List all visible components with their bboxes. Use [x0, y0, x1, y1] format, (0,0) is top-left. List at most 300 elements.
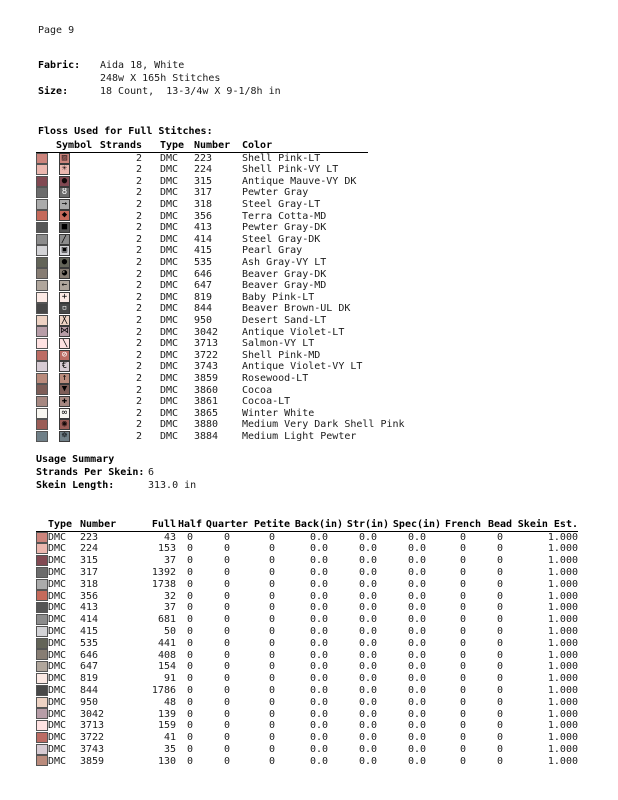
- floss-swatch-cell: [36, 268, 56, 280]
- stitch-quarter: 0: [223, 649, 231, 661]
- floss-type: DMC: [160, 222, 179, 234]
- floss-row: [36, 245, 368, 257]
- stitch-str: 0.0: [358, 732, 378, 744]
- floss-number: 317: [194, 187, 213, 199]
- stitch-full: 41: [163, 732, 176, 744]
- stitch-symbol-icon: ▨: [59, 153, 70, 164]
- floss-row: [36, 338, 368, 350]
- stitch-type: DMC: [48, 625, 67, 637]
- floss-color-name: Cocoa: [242, 384, 273, 396]
- stitch-symbol-icon: ←: [59, 280, 70, 291]
- stitch-quarter: 0: [223, 578, 231, 590]
- stitch-str: 0.0: [358, 625, 378, 637]
- stitch-header-type: Type: [48, 518, 73, 530]
- stitch-number: 223: [80, 531, 99, 543]
- stitch-str: 0.0: [358, 673, 378, 685]
- stitch-row: [36, 590, 578, 602]
- stitch-swatch-cell: [36, 543, 48, 555]
- stitch-symbol-icon: ⋈: [60, 326, 69, 337]
- stitch-type: DMC: [48, 696, 67, 708]
- stitch-swatch-cell: [36, 649, 48, 661]
- floss-symbol-cell: [56, 152, 98, 164]
- floss-type: DMC: [160, 338, 179, 350]
- floss-symbol-cell: [56, 407, 98, 419]
- floss-swatch-cell: [36, 315, 56, 327]
- stitch-bead: 0: [496, 543, 504, 555]
- stitch-swatch-cell: [36, 673, 48, 685]
- floss-strands: 2: [135, 372, 142, 384]
- stitch-row: [36, 567, 578, 579]
- stitch-petite: 0: [268, 531, 276, 543]
- floss-symbol-cell: [56, 187, 98, 199]
- floss-symbol-cell: [56, 292, 98, 304]
- stitch-half: 0: [186, 602, 194, 614]
- color-swatch: [36, 543, 48, 554]
- floss-swatch-cell: [36, 361, 56, 373]
- floss-symbol-cell: [56, 361, 98, 373]
- stitch-symbol-icon: ╳: [59, 315, 70, 326]
- floss-color-name: Shell Pink-MD: [242, 349, 321, 361]
- color-swatch: [36, 210, 48, 221]
- stitch-full: 1738: [151, 578, 176, 590]
- stitch-back: 0.0: [309, 708, 329, 720]
- floss-number: 224: [194, 164, 213, 176]
- floss-number: 3743: [194, 361, 219, 373]
- stitch-full: 441: [157, 637, 176, 649]
- stitch-symbol-icon: 8: [59, 187, 70, 198]
- floss-symbol-cell: [56, 199, 98, 211]
- stitch-spec: 0.0: [407, 614, 427, 626]
- color-swatch: [36, 697, 48, 708]
- stitch-symbol-icon: ↑: [59, 373, 70, 384]
- floss-type: DMC: [160, 152, 179, 164]
- stitch-row: [36, 696, 578, 708]
- floss-strands: 2: [135, 268, 142, 280]
- floss-row: [36, 361, 368, 373]
- floss-type: DMC: [160, 233, 179, 245]
- floss-row: [36, 407, 368, 419]
- stitch-symbol-icon: €: [59, 361, 70, 372]
- floss-symbol-cell: [56, 431, 98, 443]
- stitch-back: 0.0: [309, 602, 329, 614]
- color-swatch: [36, 708, 48, 719]
- floss-number: 3713: [194, 338, 219, 350]
- stitch-symbol-icon: ╲: [59, 338, 70, 349]
- color-swatch: [36, 292, 48, 303]
- floss-row: [36, 292, 368, 304]
- stitch-header-back-in-: Back(in): [294, 518, 344, 530]
- stitch-swatch-cell: [36, 732, 48, 744]
- stitch-petite: 0: [268, 720, 276, 732]
- fabric-label: Fabric:: [38, 60, 81, 71]
- floss-symbol-cell: [56, 257, 98, 269]
- stitch-swatch-cell: [36, 755, 48, 767]
- stitch-skein: 1.000: [547, 543, 578, 555]
- stitch-full: 32: [163, 590, 176, 602]
- floss-number: 844: [194, 303, 213, 315]
- color-swatch: [36, 326, 48, 337]
- stitch-petite: 0: [268, 637, 276, 649]
- stitch-quarter: 0: [223, 614, 231, 626]
- stitch-half: 0: [186, 661, 194, 673]
- stitch-str: 0.0: [358, 555, 378, 567]
- stitch-number: 315: [80, 555, 99, 567]
- stitch-type: DMC: [48, 590, 67, 602]
- stitch-str: 0.0: [358, 684, 378, 696]
- color-swatch: [36, 153, 48, 164]
- floss-swatch-cell: [36, 303, 56, 315]
- stitch-back: 0.0: [309, 625, 329, 637]
- stitch-str: 0.0: [358, 661, 378, 673]
- stitch-header-full: Full: [151, 518, 176, 530]
- floss-strands: 2: [135, 430, 142, 442]
- stitch-str: 0.0: [358, 637, 378, 649]
- floss-swatch-cell: [36, 234, 56, 246]
- stitch-symbol-icon: ▫: [59, 303, 70, 314]
- floss-type: DMC: [160, 257, 179, 269]
- stitch-back: 0.0: [309, 732, 329, 744]
- stitch-french: 0: [459, 696, 467, 708]
- floss-type: DMC: [160, 430, 179, 442]
- floss-symbol-cell: [56, 222, 98, 234]
- stitch-skein: 1.000: [547, 755, 578, 767]
- color-swatch: [36, 685, 48, 696]
- stitch-number: 3859: [80, 755, 105, 767]
- floss-swatch-cell: [36, 257, 56, 269]
- stitch-number: 3042: [80, 708, 105, 720]
- stitch-full: 91: [163, 673, 176, 685]
- stitch-back: 0.0: [309, 637, 329, 649]
- stitch-back: 0.0: [309, 755, 329, 767]
- stitch-full: 37: [163, 602, 176, 614]
- floss-symbol-cell: [56, 303, 98, 315]
- stitch-half: 0: [186, 743, 194, 755]
- stitch-back: 0.0: [309, 684, 329, 696]
- floss-strands: 2: [135, 175, 142, 187]
- floss-color-name: Baby Pink-LT: [242, 291, 315, 303]
- stitch-quarter: 0: [223, 732, 231, 744]
- stitch-str: 0.0: [358, 566, 378, 578]
- floss-number: 3722: [194, 349, 219, 361]
- floss-symbol-cell: [56, 384, 98, 396]
- floss-strands: 2: [135, 245, 142, 257]
- stitch-half: 0: [186, 614, 194, 626]
- stitch-header-swatch-spacer: [36, 518, 48, 531]
- floss-type: DMC: [160, 199, 179, 211]
- stitch-symbol-icon: ◉: [59, 419, 70, 430]
- color-swatch: [36, 431, 48, 442]
- stitch-full: 154: [157, 661, 176, 673]
- floss-strands: 2: [135, 187, 142, 199]
- stitch-skein: 1.000: [547, 555, 578, 567]
- stitch-skein: 1.000: [547, 661, 578, 673]
- stitch-symbol-icon: ✚: [59, 396, 70, 407]
- stitch-french: 0: [459, 543, 467, 555]
- stitch-skein: 1.000: [547, 649, 578, 661]
- floss-number: 3861: [194, 396, 219, 408]
- stitch-half: 0: [186, 696, 194, 708]
- stitch-type: DMC: [48, 649, 67, 661]
- floss-color-name: Antique Mauve-VY DK: [242, 175, 357, 187]
- stitch-symbol-icon: ∞: [59, 408, 70, 419]
- floss-strands: 2: [135, 233, 142, 245]
- stitch-petite: 0: [268, 649, 276, 661]
- floss-row: [36, 257, 368, 269]
- stitch-quarter: 0: [223, 720, 231, 732]
- stitch-quarter: 0: [223, 743, 231, 755]
- floss-number: 3042: [194, 326, 219, 338]
- stitch-back: 0.0: [309, 531, 329, 543]
- stitch-number: 647: [80, 661, 99, 673]
- floss-number: 315: [194, 175, 213, 187]
- floss-number: 646: [194, 268, 213, 280]
- floss-number: 3865: [194, 407, 219, 419]
- stitch-swatch-cell: [36, 567, 48, 579]
- stitch-half: 0: [186, 555, 194, 567]
- stitch-skein: 1.000: [547, 696, 578, 708]
- stitch-type: DMC: [48, 684, 67, 696]
- strands-per-skein-value: 6: [148, 467, 155, 478]
- floss-strands: 2: [135, 396, 142, 408]
- stitch-quarter: 0: [223, 555, 231, 567]
- floss-symbol-cell: [56, 280, 98, 292]
- floss-header-color: Color: [242, 139, 273, 151]
- floss-strands: 2: [135, 291, 142, 303]
- floss-number: 414: [194, 233, 213, 245]
- floss-type: DMC: [160, 291, 179, 303]
- stitch-quarter: 0: [223, 696, 231, 708]
- stitch-row: [36, 661, 578, 673]
- stitch-french: 0: [459, 566, 467, 578]
- floss-swatch-cell: [36, 152, 56, 164]
- stitch-number: 414: [80, 614, 99, 626]
- floss-color-name: Beaver Brown-UL DK: [242, 303, 351, 315]
- floss-strands: 2: [135, 199, 142, 211]
- color-swatch: [36, 384, 48, 395]
- stitch-petite: 0: [268, 625, 276, 637]
- stitch-row: [36, 685, 578, 697]
- stitch-number: 356: [80, 590, 99, 602]
- color-swatch: [36, 245, 48, 256]
- color-swatch: [36, 532, 48, 543]
- stitch-type: DMC: [48, 566, 67, 578]
- stitch-row: [36, 708, 578, 720]
- floss-header-row: [36, 139, 368, 152]
- floss-strands: 2: [135, 407, 142, 419]
- stitch-quarter: 0: [223, 602, 231, 614]
- stitch-str: 0.0: [358, 578, 378, 590]
- floss-type: DMC: [160, 326, 179, 338]
- floss-color-name: Medium Light Pewter: [242, 430, 357, 442]
- floss-color-name: Terra Cotta-MD: [242, 210, 327, 222]
- floss-color-name: Pewter Gray-DK: [242, 222, 327, 234]
- stitch-full: 408: [157, 649, 176, 661]
- stitch-type: DMC: [48, 661, 67, 673]
- stitch-swatch-cell: [36, 555, 48, 567]
- stitch-spec: 0.0: [407, 625, 427, 637]
- floss-number: 3860: [194, 384, 219, 396]
- stitch-type: DMC: [48, 732, 67, 744]
- floss-row: [36, 199, 368, 211]
- stitch-skein: 1.000: [547, 673, 578, 685]
- stitch-bead: 0: [496, 590, 504, 602]
- stitch-back: 0.0: [309, 614, 329, 626]
- stitch-bead: 0: [496, 637, 504, 649]
- floss-table-body: [36, 152, 405, 442]
- floss-table-head: [36, 139, 368, 152]
- floss-row: [36, 222, 368, 234]
- stitch-half: 0: [186, 531, 194, 543]
- floss-header-swatch-spacer: [36, 139, 56, 152]
- floss-swatch-cell: [36, 350, 56, 362]
- stitch-half: 0: [186, 684, 194, 696]
- stitch-swatch-cell: [36, 637, 48, 649]
- stitch-back: 0.0: [309, 673, 329, 685]
- floss-swatch-cell: [36, 338, 56, 350]
- stitch-header-petite: Petite: [253, 518, 291, 530]
- floss-symbol-cell: [56, 326, 98, 338]
- stitch-bead: 0: [496, 661, 504, 673]
- color-swatch: [36, 176, 48, 187]
- stitch-row: [36, 720, 578, 732]
- floss-strands: 2: [135, 326, 142, 338]
- stitch-symbol-icon: ◕: [59, 268, 70, 279]
- stitch-quarter: 0: [223, 566, 231, 578]
- floss-swatch-cell: [36, 384, 56, 396]
- stitch-str: 0.0: [358, 649, 378, 661]
- floss-strands: 2: [135, 280, 142, 292]
- floss-row: [36, 373, 368, 385]
- stitch-bead: 0: [496, 732, 504, 744]
- stitch-number: 535: [80, 637, 99, 649]
- stitch-number: 3713: [80, 720, 105, 732]
- stitch-table-head: [36, 518, 578, 531]
- floss-type: DMC: [160, 315, 179, 327]
- stitch-back: 0.0: [309, 578, 329, 590]
- stitch-half: 0: [186, 649, 194, 661]
- stitch-french: 0: [459, 684, 467, 696]
- stitch-swatch-cell: [36, 744, 48, 756]
- stitch-french: 0: [459, 755, 467, 767]
- stitch-header-half: Half: [177, 518, 203, 530]
- stitch-str: 0.0: [358, 708, 378, 720]
- stitch-petite: 0: [268, 743, 276, 755]
- floss-type: DMC: [160, 349, 179, 361]
- floss-row: [36, 384, 368, 396]
- stitch-quarter: 0: [223, 590, 231, 602]
- stitch-symbol-icon: ▼: [59, 384, 70, 395]
- floss-symbol-cell: [56, 350, 98, 362]
- stitch-full: 43: [163, 531, 176, 543]
- stitch-spec: 0.0: [407, 684, 427, 696]
- floss-number: 413: [194, 222, 213, 234]
- floss-swatch-cell: [36, 373, 56, 385]
- stitch-back: 0.0: [309, 543, 329, 555]
- floss-swatch-cell: [36, 187, 56, 199]
- stitch-row: [36, 673, 578, 685]
- stitch-half: 0: [186, 673, 194, 685]
- floss-color-name: Shell Pink-LT: [242, 152, 321, 164]
- stitch-row: [36, 637, 578, 649]
- floss-number: 950: [194, 315, 213, 327]
- stitch-row: [36, 602, 578, 614]
- stitch-row: [36, 755, 578, 767]
- floss-type: DMC: [160, 268, 179, 280]
- stitch-french: 0: [459, 732, 467, 744]
- color-swatch: [36, 744, 48, 755]
- stitch-symbol-icon: ◆: [59, 210, 70, 221]
- stitch-half: 0: [186, 578, 194, 590]
- stitch-skein: 1.000: [547, 743, 578, 755]
- stitch-row: [36, 732, 578, 744]
- floss-row: [36, 350, 368, 362]
- stitch-spec: 0.0: [407, 732, 427, 744]
- stitch-str: 0.0: [358, 543, 378, 555]
- color-swatch: [36, 222, 48, 233]
- stitch-swatch-cell: [36, 578, 48, 590]
- stitch-bead: 0: [496, 566, 504, 578]
- floss-swatch-cell: [36, 245, 56, 257]
- floss-color-name: Beaver Gray-MD: [242, 280, 327, 292]
- floss-swatch-cell: [36, 164, 56, 176]
- stitch-symbol-icon: ☀: [59, 164, 70, 175]
- stitch-number: 646: [80, 649, 99, 661]
- stitch-symbol-icon: ●: [59, 176, 70, 187]
- stitch-symbol-icon: ⊘: [59, 350, 70, 361]
- floss-strands: 2: [135, 164, 142, 176]
- stitch-spec: 0.0: [407, 637, 427, 649]
- floss-strands: 2: [135, 210, 142, 222]
- skein-length-value: 313.0 in: [148, 480, 197, 491]
- floss-symbol-cell: [56, 396, 98, 408]
- floss-symbol-cell: [56, 373, 98, 385]
- stitch-bead: 0: [496, 755, 504, 767]
- stitch-number: 224: [80, 543, 99, 555]
- strands-per-skein-label: Strands Per Skein:: [36, 467, 145, 478]
- floss-color-name: Rosewood-LT: [242, 372, 309, 384]
- stitch-spec: 0.0: [407, 590, 427, 602]
- stitch-row: [36, 744, 578, 756]
- stitch-back: 0.0: [309, 649, 329, 661]
- floss-table-title: Floss Used for Full Stitches:: [38, 126, 213, 137]
- color-swatch: [36, 732, 48, 743]
- stitch-header-spec-in-: Spec(in): [392, 518, 442, 530]
- stitch-full: 159: [157, 720, 176, 732]
- color-swatch: [36, 626, 48, 637]
- stitch-spec: 0.0: [407, 696, 427, 708]
- stitch-quarter: 0: [223, 661, 231, 673]
- stitch-swatch-cell: [36, 685, 48, 697]
- stitch-french: 0: [459, 625, 467, 637]
- floss-color-name: Beaver Gray-DK: [242, 268, 327, 280]
- fabric-value: Aida 18, White: [100, 60, 185, 71]
- stitch-full: 681: [157, 614, 176, 626]
- floss-row: [36, 164, 368, 176]
- stitch-full: 35: [163, 743, 176, 755]
- floss-strands: 2: [135, 152, 142, 164]
- floss-swatch-cell: [36, 222, 56, 234]
- stitch-quarter: 0: [223, 755, 231, 767]
- stitch-back: 0.0: [309, 696, 329, 708]
- floss-symbol-cell: [56, 419, 98, 431]
- floss-color-name: Desert Sand-LT: [242, 315, 327, 327]
- size-label: Size:: [38, 86, 69, 97]
- stitch-full: 50: [163, 625, 176, 637]
- stitch-type: DMC: [48, 755, 67, 767]
- stitch-half: 0: [186, 543, 194, 555]
- stitch-header-number: Number: [80, 518, 117, 530]
- color-swatch: [36, 303, 48, 314]
